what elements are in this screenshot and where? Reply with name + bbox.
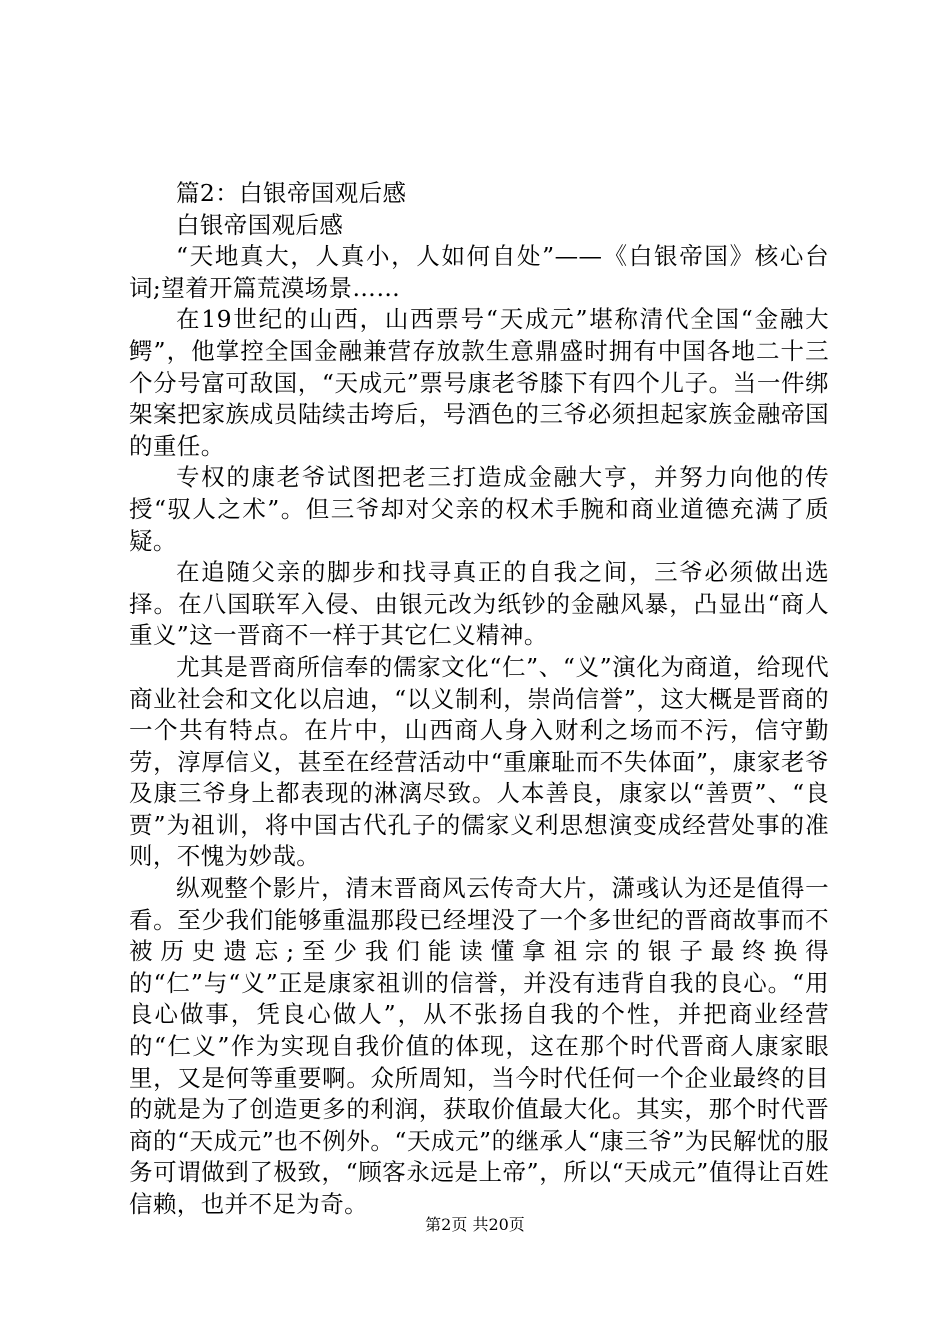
document-body <box>129 178 829 1221</box>
section-heading: 篇2：白银帝国观后感 <box>176 179 407 207</box>
paragraph-5: 尤其是晋商所信奉的儒家文化“仁”、“义”演化为商道，给现代商业社会和文化以启迪，“以义制利，崇尚信誉”，这大概是晋商的一个共有特点。在片中，山西商人身入财利之场而不污，信守勤劳，淳厚信义，甚至在经营活动中“重廉耻而不失体面”，康家老爷及康三爷身上都表现的淋漓尽致。人本善良，康家以“善贾”、“良贾”为祖训，将中国古代孔子的儒家义利思想演变成经营处事的准则，不愧为妙哉。 <box>129 652 829 871</box>
paragraph-2: 在19世纪的山西，山西票号“天成元”堪称清代全国“金融大鳄”，他掌控全国金融兼营存放款生意鼎盛时拥有中国各地二十三个分号富可敌国，“天成元”票号康老爷膝下有四个儿子。当一件绑架案把家族成员陆续击垮后，号酒色的三爷必须担起家族金融帝国的重任。 <box>129 305 829 460</box>
paragraph-3: 专权的康老爷试图把老三打造成金融大亨，并努力向他的传授“驭人之术”。但三爷却对父亲的权术手腕和商业道德充满了质疑。 <box>129 463 829 555</box>
paragraph-6: 纵观整个影片，清末晋商风云传奇大片，潇彧认为还是值得一看。至少我们能够重温那段已经埋没了一个多世纪的晋商故事而不被历史遗忘;至少我们能读懂拿祖宗的银子最终换得的“仁”与“义”正是康家祖训的信誉，并没有违背自我的良心。“用良心做事，凭良心做人”，从不张扬自我的个性，并把商业经营的“仁义”作为实现自我价值的体现，这在那个时代晋商人康家眼里，又是何等重要啊。众所周知，当今时代任何一个企业最终的目的就是为了创造更多的利润，获取价值最大化。其实，那个时代晋商的“天成元”也不例外。“天成元”的继承人“康三爷”为民解忧的服务可谓做到了极致，“顾客永远是上帝”，所以“天成元”值得让百姓信赖，也并不足为奇。 <box>129 874 829 1218</box>
paragraph-4: 在追随父亲的脚步和找寻真正的自我之间，三爷必须做出选择。在八国联军入侵、由银元改为纸钞的金融风暴，凸显出“商人重义”这一晋商不一样于其它仁义精神。 <box>129 558 829 650</box>
article-title: 白银帝国观后感 <box>176 210 344 239</box>
page-footer: 第2页 共20页 <box>425 1215 525 1234</box>
paragraph-1: “天地真大，人真小，人如何自处”——《白银帝国》核心台词;望着开篇荒漠场景…… <box>129 242 829 302</box>
